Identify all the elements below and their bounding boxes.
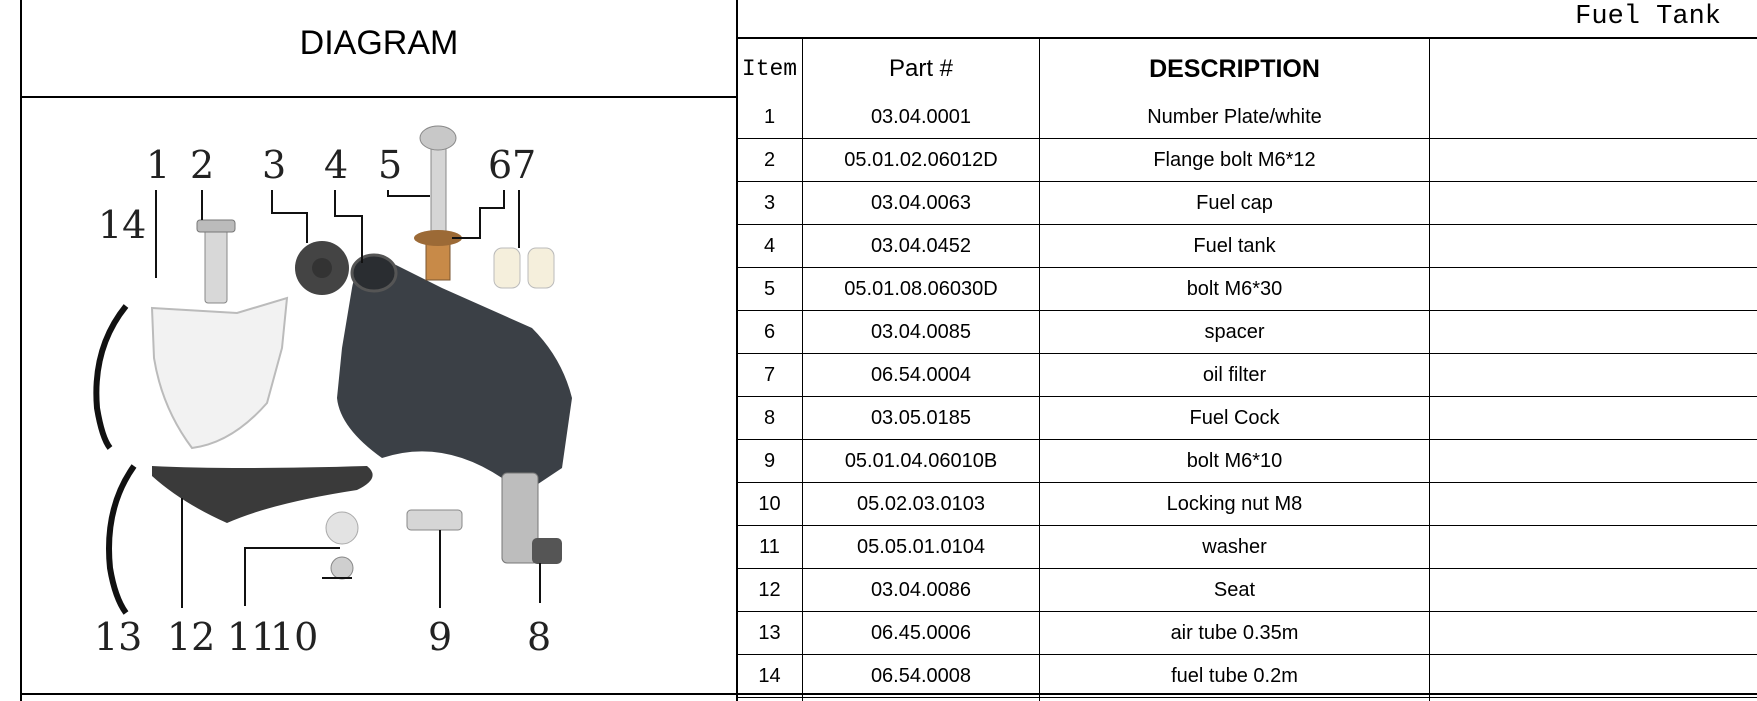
row-description: fuel tube 0.2m [1171,665,1298,687]
callout-11: 11 [227,615,276,659]
air-tube-part-image [109,466,134,613]
row-description: Flange bolt M6*12 [1153,149,1316,171]
row-part-number: 03.04.0086 [870,579,972,601]
row-item-number: 12 [758,579,781,601]
row-part-number: 03.05.0185 [870,407,972,429]
callout-10: 10 [270,615,319,659]
row-description: bolt M6*30 [1186,278,1283,300]
row-part-number: 03.04.0063 [870,192,972,214]
row-part-number: 06.45.0006 [870,622,972,644]
row-part-number: 05.01.02.06012D [844,149,998,171]
callout-13: 13 [94,615,143,659]
column-header-item: Item [741,56,798,82]
callout-2: 2 [190,143,215,187]
washer-part-image [326,512,358,544]
callout-4: 4 [324,143,349,187]
row-item-number: 7 [763,364,776,386]
callout-12: 12 [167,615,216,659]
row-item-number: 11 [759,536,780,558]
row-part-number: 03.04.0001 [870,106,972,128]
row-part-number: 05.05.01.0104 [857,536,985,558]
row-part-number: 06.54.0004 [870,364,972,386]
row-description: oil filter [1202,364,1267,386]
row-item-number: 3 [763,192,776,214]
row-description: Fuel cap [1196,192,1273,214]
row-part-number: 06.54.0008 [870,665,972,687]
row-description: bolt M6*10 [1186,450,1283,472]
callout-1: 1 [146,143,171,187]
fuel-cock-part-image [502,473,562,564]
row-item-number: 2 [763,149,776,171]
exploded-parts-diagram [22,98,736,692]
fuel-tube-part-image [96,306,126,448]
number-plate-part-image [152,298,287,448]
row-part-number: 05.02.03.0103 [857,493,985,515]
row-item-number: 4 [763,235,776,257]
row-item-number: 14 [758,665,781,687]
row-description: Locking nut M8 [1166,493,1303,515]
fuel-tank-part-image [337,262,572,488]
row-item-number: 1 [763,106,776,128]
row-part-number: 05.01.04.06010B [844,450,998,472]
row-description: air tube 0.35m [1170,622,1299,644]
locking-nut-part-image [331,557,353,579]
callout-5: 5 [378,143,403,187]
row-item-number: 10 [758,493,781,515]
flange-bolt-part-image [205,228,227,303]
bolt-m6-10-part-image [407,510,462,530]
callout-3: 3 [262,143,287,187]
row-description: spacer [1204,321,1265,343]
assembly-title: Fuel Tank [1575,2,1721,32]
row-item-number: 13 [758,622,781,644]
oil-filter-part-image [494,248,554,288]
row-part-number: 05.01.08.06030D [844,278,998,300]
row-part-number: 03.04.0452 [870,235,972,257]
row-item-number: 9 [763,450,776,472]
column-header-description: DESCRIPTION [1149,54,1320,83]
row-description: Seat [1213,579,1256,601]
callout-7: 7 [512,143,537,187]
row-description: Number Plate/white [1147,106,1322,128]
column-divider-description [1429,37,1430,701]
diagram-heading: DIAGRAM [299,24,459,62]
row-description: Fuel tank [1193,235,1276,257]
callout-14: 14 [98,203,147,247]
column-header-blank [1430,38,1757,100]
row-item-number: 5 [763,278,776,300]
row-description: Fuel Cock [1189,407,1280,429]
row-description: washer [1202,536,1267,558]
callout-8: 8 [527,615,552,659]
row-item-number: 8 [763,407,776,429]
row-item-number: 6 [763,321,776,343]
row-part-number: 03.04.0085 [870,321,972,343]
column-header-part-number: Part # [888,55,954,82]
callout-6: 6 [488,143,513,187]
callout-9: 9 [428,615,453,659]
